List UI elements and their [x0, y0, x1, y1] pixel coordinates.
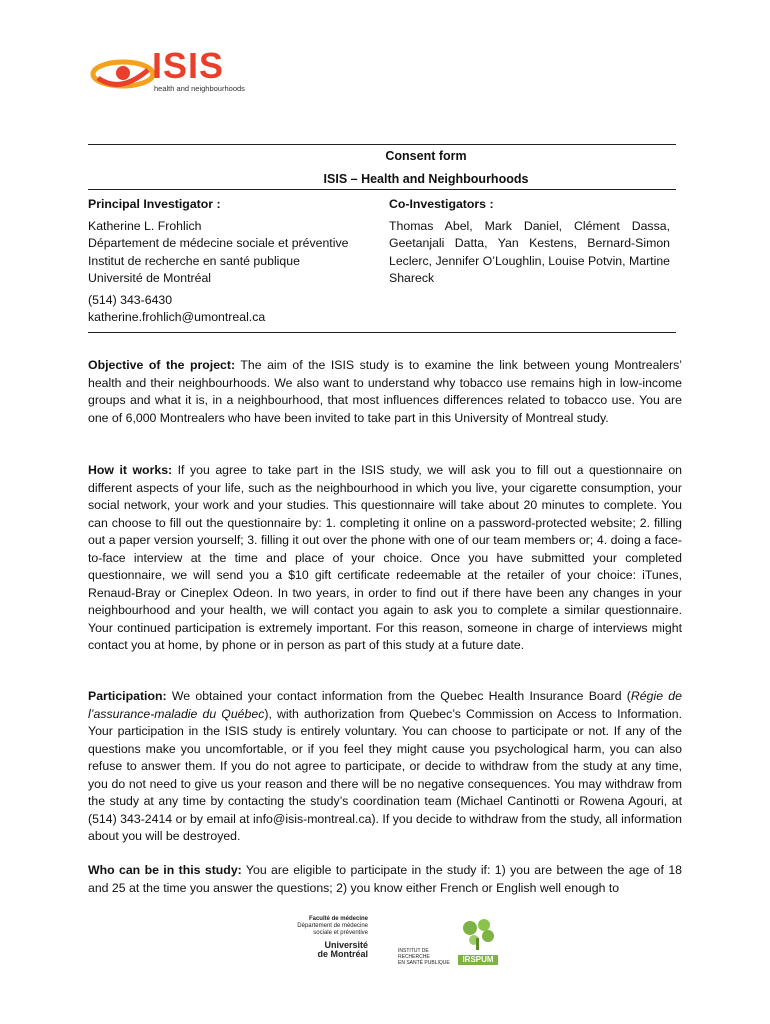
- udem-line: sociale et préventive: [313, 930, 368, 936]
- pi-line: Université de Montréal: [88, 271, 212, 285]
- how-text: If you agree to take part in the ISIS study, we will ask you to fill out a questionnaire on different aspects of your life, such as the neighbourhood in which you live, your cigarette consumption, your social network, your work and your studies. This questionnaire will take about 20 minutes to complete. You can choose to fill out the questionnaire by: 1. completing it online on a password-protected website; 2. filling out a paper version yourself; 3. filling it out over the phone with one of our team members or; 4. doing a face-to-face interview at the time and place of your choice. Once you have submitted your completed questionnaire, we will send you a $10 gift certificate redeemable at the retailer of your choice: iTunes, Renaud-Bray or Cineplex Odeon. In two years, in order to find out if there have been any changes in your neighbourhood and your health, we will contact you again to ask you to complete a similar questionnaire. Your continued participation is extremely important. For this reason, someone in charge of interviews might contact you at home, by phone or in person as part of this study at a future date.: [88, 463, 682, 652]
- how-label: How it works:: [88, 463, 173, 477]
- co-investigators: [389, 196, 670, 288]
- title-rule: [88, 189, 676, 190]
- udem-name-2: de Montréal: [317, 949, 368, 959]
- objective-text: The aim of the ISIS study is to examine the link between young Montrealers’ health and their neighbourhoods. We also want to understand why tobacco use remains high in low-income groups and what it is, in a neighbourhood, that most influences differences related to tobacco use. You are one of 6,000 Montrealers who have been invited to take part in this University of Montreal study.: [88, 358, 682, 425]
- participation-section: [88, 688, 682, 846]
- udem-logo: [278, 916, 368, 959]
- pi-email: katherine.frohlich@umontreal.ca: [88, 310, 266, 324]
- participation-label: Participation:: [88, 689, 167, 703]
- how-section: [88, 462, 682, 655]
- logo-tagline: health and neighbourhoods: [154, 84, 245, 93]
- pi-line: Katherine L. Frohlich: [88, 218, 202, 233]
- isis-swirl-icon: [90, 44, 160, 100]
- udem-name-1: Université: [324, 940, 368, 950]
- participation-text-a: We obtained your contact information from the Quebec Health Insurance Board (: [166, 689, 631, 703]
- participation-italic: Régie de l’assurance-maladie du Québec: [88, 689, 682, 721]
- udem-line: Faculté de médecine: [308, 916, 368, 922]
- pi-line: Institut de recherche en santé publique: [88, 253, 300, 268]
- udem-line: Département de médecine: [297, 923, 368, 929]
- investigators-rule: [88, 332, 676, 333]
- pi-heading: Principal Investigator :: [88, 197, 221, 211]
- who-section: [88, 862, 682, 897]
- who-label: Who can be in this study:: [88, 863, 242, 877]
- objective-label: Objective of the project:: [88, 358, 236, 372]
- pi-line: Département de médecine sociale et préventive: [88, 236, 349, 250]
- co-heading: Co-Investigators :: [389, 197, 494, 211]
- participation-text-b: ), with authorization from Quebec’s Commission on Access to Information. Your participation in the ISIS study is entirely voluntary. You can choose to participate or not. If any of the questions make you uncomfortable, or if you feel they might cause you psychological harm, you can also refuse to answer them. If you do not agree to participate, or decide to withdraw from the study at any time, you do not need to give us your reason and there will be no negative consequences. You may withdraw from the study at any time by contacting the study’s coordination team (Michael Cantinotti or Rowena Agouri, at (514) 343-2414 or by email at info@isis-montreal.ca). If you decide to withdraw from the study, all information about you will be destroyed.: [88, 706, 682, 843]
- objective-section: [88, 357, 682, 427]
- form-title: Consent form: [385, 149, 467, 163]
- logo-wordmark: ISIS: [152, 45, 225, 86]
- irspum-tree-icon: [458, 918, 498, 950]
- irsp-line: EN SANTÉ PUBLIQUE: [398, 960, 450, 966]
- irsp-text: [398, 948, 458, 966]
- top-rule: [88, 144, 676, 145]
- study-title: ISIS – Health and Neighbourhoods: [323, 172, 529, 186]
- principal-investigator: [88, 196, 373, 327]
- irsp-line: INSTITUT DE RECHERCHE: [398, 948, 430, 960]
- who-text: You are eligible to participate in the study if: 1) you are between the age of 18 and 25 at the time you answer the questions; 2) you know either French or English well enough to: [88, 863, 682, 895]
- irspum-label: IRSPUM: [458, 955, 498, 965]
- co-investigator-list: Thomas Abel, Mark Daniel, Clément Dassa, Geetanjali Datta, Yan Kestens, Bernard-Simon Leclerc, Jennifer O’Loughlin, Louise Potvin, Martine Shareck: [389, 218, 670, 285]
- irspum-logo: [458, 918, 498, 964]
- pi-phone: (514) 343-6430: [88, 292, 173, 307]
